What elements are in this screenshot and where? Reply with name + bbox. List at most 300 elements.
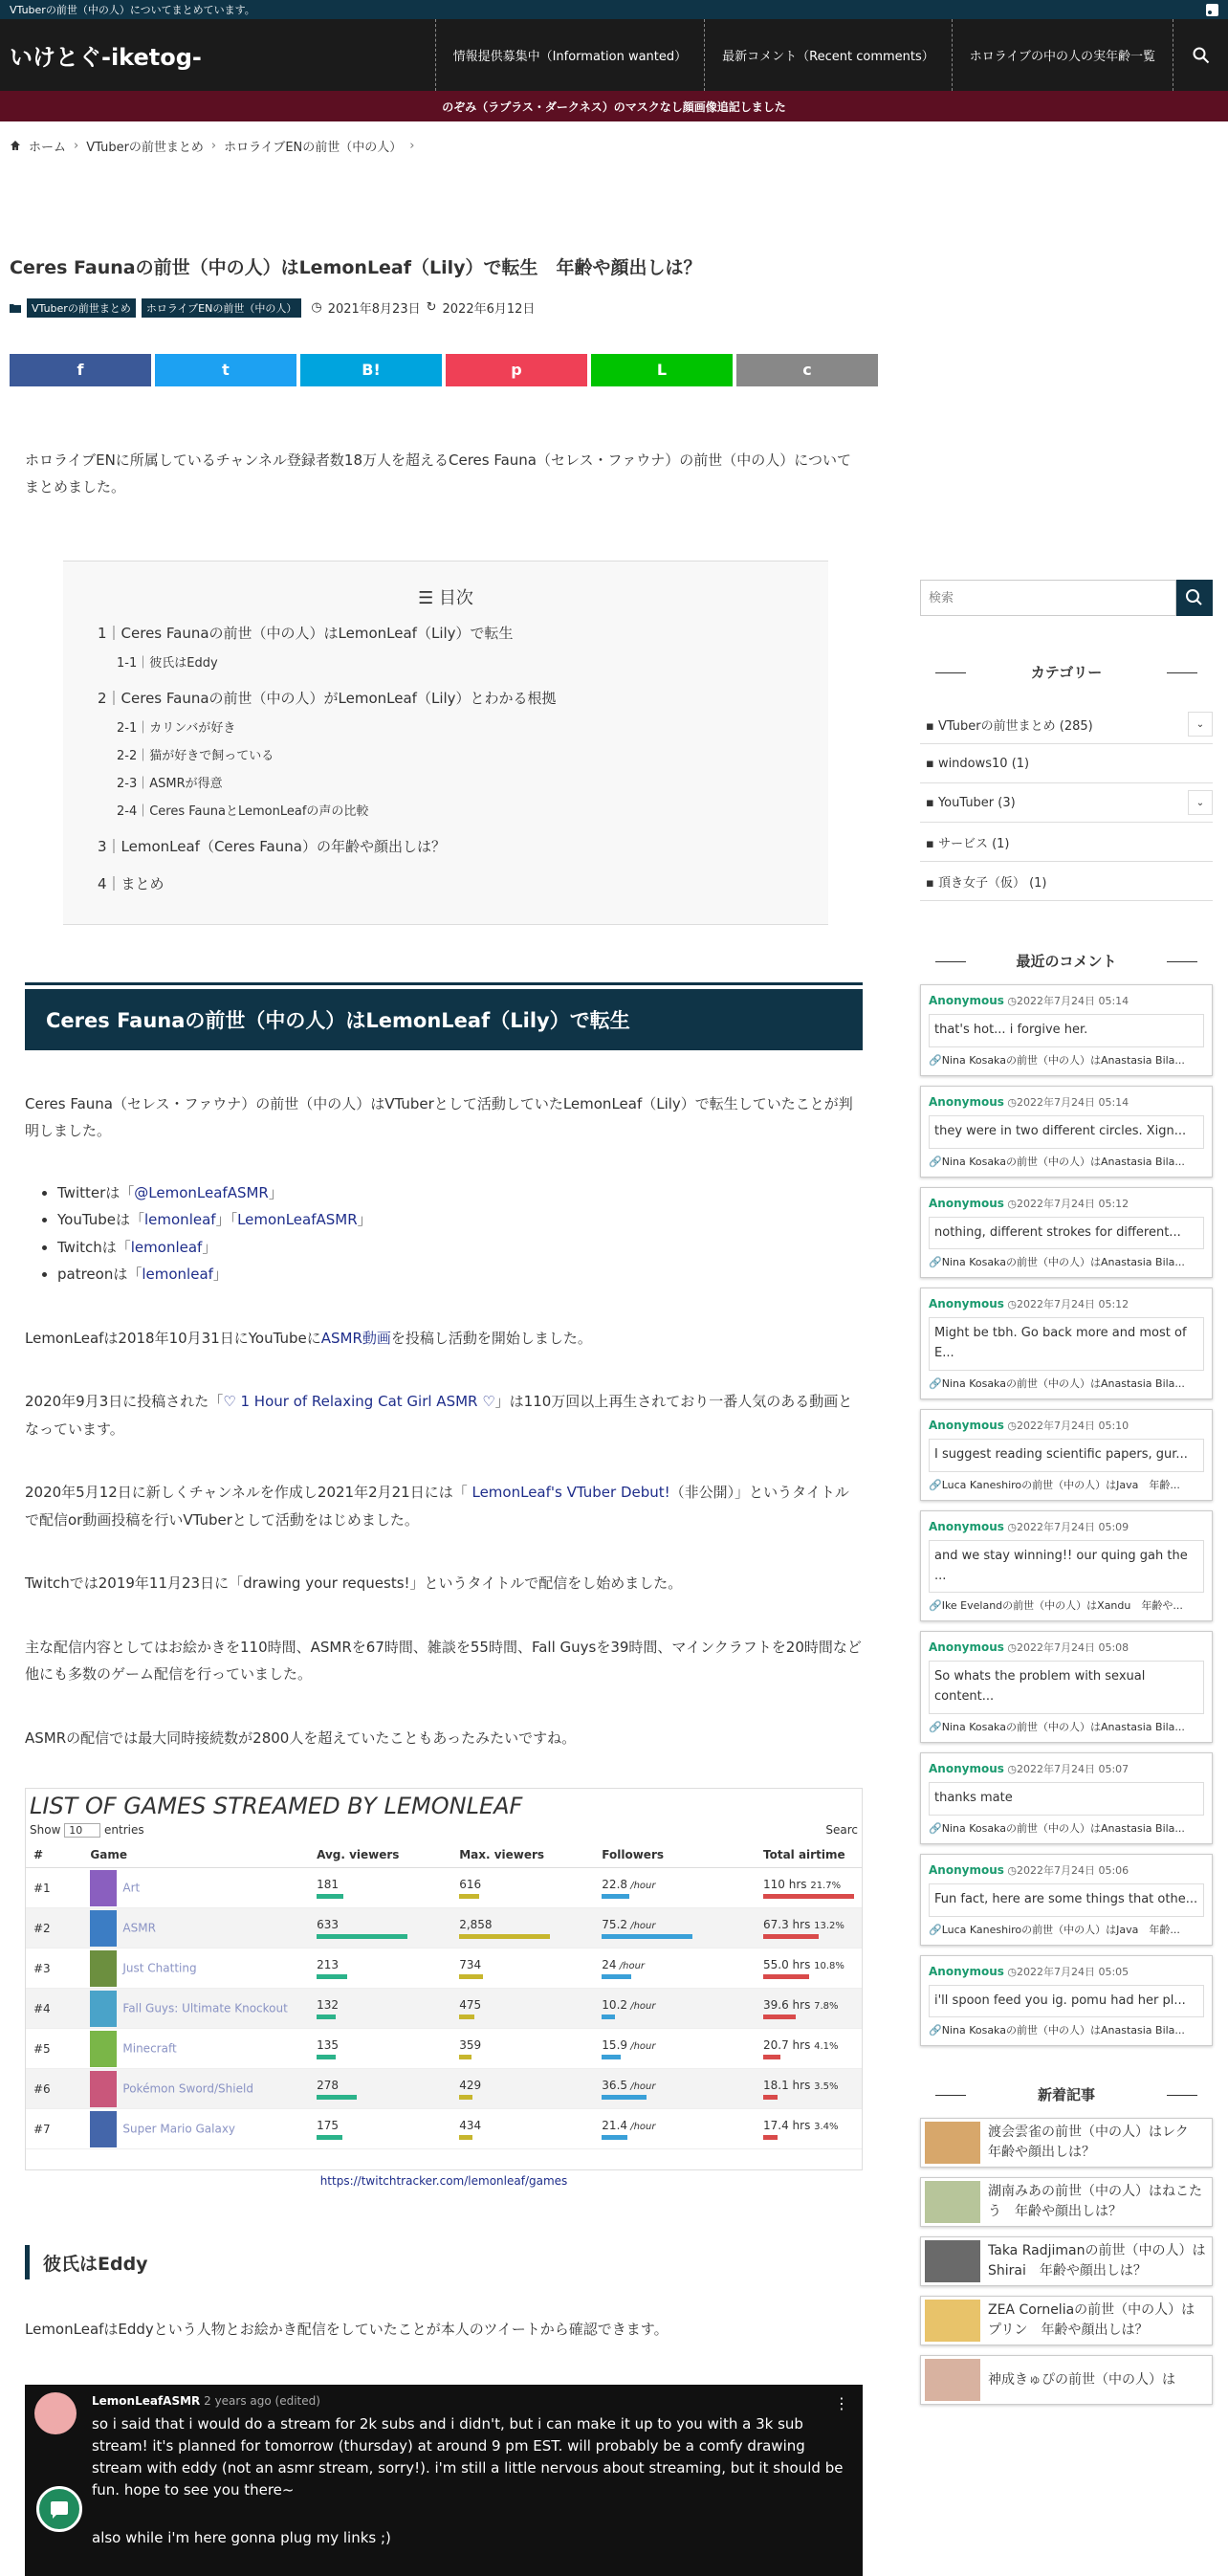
- search-button[interactable]: [1176, 580, 1213, 616]
- max-viewers-cell: [451, 1949, 594, 1989]
- comment-item[interactable]: [920, 1510, 1213, 1622]
- game-name[interactable]: Art: [122, 1881, 141, 1895]
- value-bar: [602, 1974, 630, 1979]
- chevron-down-icon[interactable]: ⌄: [1188, 790, 1213, 815]
- rank-cell: #3: [26, 1949, 82, 1989]
- toc-title: ☰ 目次: [418, 587, 473, 608]
- category-tag[interactable]: VTuberの前世まとめ: [27, 298, 136, 318]
- airtime-cell: [756, 1989, 862, 2029]
- category-item[interactable]: [920, 705, 1213, 744]
- value: 475: [459, 1997, 482, 2012]
- category-item[interactable]: [920, 862, 1213, 901]
- share-copy-button[interactable]: c: [736, 354, 878, 386]
- comment-author: Anonymous: [929, 1196, 1004, 1210]
- table-row: [26, 2069, 862, 2109]
- account-link[interactable]: lemonleaf: [144, 1211, 216, 1229]
- comment-header: [929, 1519, 1204, 1534]
- comment-item[interactable]: [920, 1288, 1213, 1399]
- article-meta: [10, 298, 878, 318]
- comment-time: 2 years ago (edited): [204, 2393, 320, 2408]
- avg-viewers-cell: [309, 1949, 451, 1989]
- comment-text[interactable]: they were in two different circles. Xign...: [929, 1115, 1204, 1149]
- comment-date: ◷2022年7月24日 05:06: [1003, 1863, 1129, 1877]
- value-bar: [317, 1894, 343, 1899]
- chevron-down-icon[interactable]: ⌄: [1188, 712, 1213, 737]
- nav-item-information-wanted[interactable]: 情報提供募集中（Information wanted）: [435, 19, 705, 91]
- value-bar: [602, 2135, 627, 2140]
- value: 633: [317, 1917, 339, 1931]
- value: 429: [459, 2078, 482, 2092]
- game-name[interactable]: Fall Guys: Ultimate Knockout: [122, 2001, 288, 2015]
- value-bar: [459, 2135, 472, 2140]
- sidebar-search: [920, 580, 1213, 616]
- avg-viewers-cell: [309, 1868, 451, 1908]
- comment-header: [929, 993, 1204, 1008]
- nav-item-recent-comments[interactable]: 最新コメント（Recent comments）: [704, 19, 952, 91]
- chat-button[interactable]: [36, 2486, 82, 2532]
- comment-item[interactable]: [920, 1187, 1213, 1279]
- value: 39.6 hrs: [763, 1997, 815, 2012]
- comment-author: Anonymous: [929, 994, 1004, 1007]
- breadcrumb-hololive-en[interactable]: ホロライブENの前世（中の人）: [224, 140, 403, 155]
- post-title[interactable]: ZEA Corneliaの前世（中の人）はプリン 年齢や顔出しは？: [988, 2302, 1195, 2339]
- notice-bar[interactable]: のぞみ（ラプラス・ダークネス）のマスクなし顔画像追記しました: [0, 91, 1228, 121]
- toc-item[interactable]: 2｜Ceres Faunaの前世（中の人）がLemonLeaf（Lily）とわかる根拠: [98, 689, 557, 707]
- comment-text[interactable]: that's hot... i forgive her.: [929, 1014, 1204, 1047]
- list-item: • Twitchは「lemonleaf」: [57, 1234, 863, 1262]
- value: 55.0 hrs: [763, 1957, 815, 1971]
- post-item[interactable]: [920, 2355, 1213, 2405]
- followers-cell: [594, 1868, 756, 1908]
- table-row: [26, 1949, 862, 1989]
- value-bar: [763, 1974, 809, 1979]
- category-list: [920, 705, 1213, 901]
- followers-cell: [594, 2109, 756, 2149]
- value: 10.2: [602, 1997, 628, 2012]
- value: 434: [459, 2118, 482, 2132]
- comment-post-link[interactable]: 🔗Nina Kosakaの前世（中の人）はAnastasia Bila...: [929, 2024, 1185, 2037]
- game-thumbnail: [90, 1950, 117, 1987]
- share-facebook-button[interactable]: f: [10, 354, 151, 386]
- percent: 3.5%: [814, 2081, 839, 2092]
- article-title: Ceres Faunaの前世（中の人）はLemonLeaf（Lily）で転生 年齢や顔出しは？: [10, 257, 702, 278]
- value-bar: [602, 1934, 692, 1939]
- column-header: Max. viewers: [451, 1842, 594, 1868]
- post-title[interactable]: 神成きゅぴの前世（中の人）は: [988, 2371, 1175, 2388]
- clock-icon: ◷: [311, 300, 322, 316]
- widget-title-categories: カテゴリー: [920, 662, 1213, 682]
- share-twitter-button[interactable]: t: [155, 354, 296, 386]
- value: 22.8: [602, 1877, 628, 1891]
- game-cell: [82, 1908, 309, 1949]
- table-row: [26, 1989, 862, 2029]
- value: 17.4 hrs: [763, 2118, 815, 2132]
- comment-date: ◷2022年7月24日 05:12: [1003, 1197, 1129, 1210]
- comment-author: Anonymous: [929, 1862, 1004, 1877]
- category-label: ▪ VTuberの前世まとめ (285): [926, 718, 1093, 734]
- value-bar: [763, 2135, 778, 2140]
- games-title: LIST OF GAMES STREAMED BY LEMONLEAF: [30, 1793, 523, 1820]
- toc-item[interactable]: 2-1｜カリンバが好き: [117, 720, 236, 736]
- comment-item[interactable]: [920, 1752, 1213, 1844]
- paragraph: 主な配信内容としてはお絵かきを110時間、ASMRを67時間、雑談を55時間、Fall Guysを39時間、マインクラフトを20時間など他にも多数のゲーム配信を行っていました。: [25, 1638, 862, 1684]
- comment-post-link[interactable]: 🔗Ike Evelandの前世（中の人）はXandu 年齢や...: [929, 1599, 1183, 1613]
- toc-item[interactable]: 1-1｜彼氏はEddy: [117, 655, 218, 671]
- comment-header: [929, 1640, 1204, 1655]
- account-link[interactable]: lemonleaf: [142, 1266, 213, 1284]
- rss-icon[interactable]: [1206, 4, 1218, 16]
- game-name[interactable]: Minecraft: [122, 2041, 177, 2056]
- toc-item[interactable]: 1｜Ceres Faunaの前世（中の人）はLemonLeaf（Lily）で転生: [98, 624, 514, 642]
- comment-item[interactable]: [920, 1631, 1213, 1743]
- games-search-label: Searc: [825, 1823, 858, 1838]
- comment-text[interactable]: I suggest reading scientific papers, gur...: [929, 1439, 1204, 1472]
- table-row: [26, 2109, 862, 2149]
- post-title[interactable]: 渡会雲雀の前世（中の人）はレク 年齢や顔出しは？: [988, 2125, 1202, 2161]
- percent: 10.8%: [814, 1960, 844, 1971]
- comment-list: [920, 984, 1213, 2046]
- comment-author: LemonLeafASMR: [92, 2393, 201, 2408]
- max-viewers-cell: [451, 2069, 594, 2109]
- comment-text[interactable]: nothing, different strokes for different...: [929, 1217, 1204, 1250]
- unit: /hour: [627, 2000, 656, 2012]
- column-header: Total airtime: [756, 1842, 862, 1868]
- airtime-cell: [756, 1949, 862, 1989]
- account-link[interactable]: lemonleaf: [130, 1238, 203, 1256]
- followers-cell: [594, 2029, 756, 2069]
- comment-post-link[interactable]: 🔗Nina Kosakaの前世（中の人）はAnastasia Bila...: [929, 1256, 1185, 1269]
- account-link[interactable]: LemonLeafASMR: [237, 1211, 358, 1229]
- paragraph: Ceres Fauna（セレス・ファウナ）の前世（中の人）はVTuberとして活動していたLemonLeaf（Lily）で転生していたことが判明しました。: [25, 1094, 853, 1140]
- comment-date: ◷2022年7月24日 05:05: [1003, 1965, 1129, 1978]
- airtime-cell: [756, 2109, 862, 2149]
- toc-item[interactable]: 2-3｜ASMRが得意: [117, 776, 223, 791]
- value-bar: [602, 2015, 614, 2019]
- avg-viewers-cell: [309, 1908, 451, 1949]
- more-options-icon[interactable]: ⋮: [834, 2393, 849, 2412]
- paragraph: Twitchでは2019年11月23日に「drawing your requests!」というタイトルで配信をし始めました。: [25, 1574, 683, 1593]
- paragraph: LemonLeafは2018年10月31日にYouTubeにASMR動画を投稿し活動を開始しました。: [25, 1329, 592, 1347]
- games-screenshot: LIST OF GAMES STREAMED BY LEMONLEAF Show 10 entries Searc # Game Avg. viewers Max. viewers Followers Total airtime #1 Art 181 616 22.8 /hour 110 hrs 21.7% #2 ASMR 633 2,858 75.2 /hour 67.3 hrs 13.2% #3 Just Chatting 213 734 24 /hour 55.0 hrs 10.8% #4 Fall Guys: Ultimate Knockout 132 475 10.2 /hour 39.6 hrs 7.8% #5 Minecraft 135 359 15.9 /hour 20.7 hrs 4.1% #6 Pokémon Sword/Shield 278 429 36.5 /hour 18.1 hrs 3.5% #7 Super Mario Galaxy 175 434 21.4 /hour 17.4 hrs 3.4%: [25, 1788, 863, 2170]
- lead-paragraph: ホロライブENに所属しているチャンネル登録者数18万人を超えるCeres Fauna（セレス・ファウナ）の前世（中の人）についてまとめました。: [25, 451, 851, 496]
- value: 359: [459, 2037, 482, 2052]
- chevron-right-icon: ›: [210, 138, 217, 153]
- followers-cell: [594, 1949, 756, 1989]
- comment-text[interactable]: Might be tbh. Go back more and most of E...: [929, 1317, 1204, 1371]
- value: 616: [459, 1877, 482, 1891]
- avg-viewers-cell: [309, 1989, 451, 2029]
- comment-header: [929, 1862, 1204, 1878]
- main-content: [10, 169, 878, 2576]
- table-of-contents: [63, 561, 828, 925]
- breadcrumb: [0, 121, 1228, 169]
- value-bar: [459, 1934, 550, 1939]
- game-name[interactable]: ASMR: [122, 1921, 156, 1935]
- category-tag[interactable]: ホロライブENの前世（中の人）: [142, 298, 302, 318]
- search-input[interactable]: [920, 580, 1176, 616]
- comment-item[interactable]: [920, 1854, 1213, 1946]
- account-list: [10, 1179, 878, 1288]
- value-bar: [602, 2095, 647, 2100]
- game-name[interactable]: Super Mario Galaxy: [122, 2122, 236, 2136]
- post-item[interactable]: [920, 2296, 1213, 2345]
- entries-select: 10: [64, 1823, 100, 1838]
- value: 21.4: [602, 2118, 628, 2132]
- percent: 13.2%: [814, 1920, 844, 1931]
- game-name[interactable]: Just Chatting: [122, 1961, 197, 1975]
- game-cell: [82, 1868, 309, 1908]
- value-bar: [602, 2055, 621, 2059]
- post-title[interactable]: 湖南みあの前世（中の人）はねこたう 年齢や顔出しは？: [988, 2184, 1202, 2220]
- value: 18.1 hrs: [763, 2078, 815, 2092]
- comment-author: Anonymous: [929, 1761, 1004, 1775]
- game-cell: [82, 2069, 309, 2109]
- value: 734: [459, 1957, 482, 1971]
- value-bar: [459, 2015, 474, 2019]
- global-nav: [435, 19, 1228, 91]
- value: 75.2: [602, 1917, 628, 1931]
- comment-text[interactable]: So whats the problem with sexual content...: [929, 1661, 1204, 1714]
- breadcrumb-home[interactable]: ホーム: [29, 140, 67, 155]
- value-bar: [459, 1894, 479, 1899]
- max-viewers-cell: [451, 1868, 594, 1908]
- unit: /hour: [627, 1880, 656, 1891]
- comment-post-link[interactable]: 🔗Luca Kaneshiroの前世（中の人）はJava 年齢...: [929, 1923, 1180, 1936]
- comment-header: [929, 1418, 1204, 1433]
- chevron-right-icon: ›: [409, 138, 415, 153]
- category-item[interactable]: [920, 783, 1213, 823]
- unit: /hour: [627, 1920, 656, 1931]
- comment-item[interactable]: [920, 984, 1213, 1076]
- comment-date: ◷2022年7月24日 05:12: [1003, 1298, 1129, 1311]
- new-post-list: [920, 2118, 1213, 2405]
- rank-cell: #2: [26, 1908, 82, 1949]
- max-viewers-cell: [451, 2029, 594, 2069]
- table-row: [26, 1868, 862, 1908]
- chevron-right-icon: ›: [74, 138, 79, 153]
- paragraph: 2020年5月12日に新しくチャンネルを作成し2021年2月21日には「 LemonLeaf's VTuber Debut!（非公開）」というタイトルで配信or動画投稿を行いVTuberとして活動をはじめました。: [25, 1484, 849, 1529]
- comment-post-link[interactable]: 🔗Nina Kosakaの前世（中の人）はAnastasia Bila...: [929, 1720, 1185, 1733]
- comment-author: Anonymous: [929, 1964, 1004, 1978]
- comment-text[interactable]: Fun fact, here are some things that othe...: [929, 1883, 1204, 1917]
- sidebar: [920, 169, 1213, 2576]
- value: 278: [317, 2078, 339, 2092]
- comment-item[interactable]: [920, 1086, 1213, 1178]
- share-hatena-button[interactable]: B!: [300, 354, 442, 386]
- post-thumbnail: [925, 2122, 980, 2164]
- value-bar: [763, 2015, 796, 2019]
- comment-header: [929, 1094, 1204, 1110]
- value: 2,858: [459, 1917, 493, 1931]
- value-bar: [763, 2095, 778, 2100]
- paragraph: LemonLeafはEddyという人物とお絵かき配信をしていたことが本人のツイートから確認できます。: [25, 2321, 669, 2339]
- value-bar: [763, 2055, 780, 2059]
- value-bar: [317, 1934, 407, 1939]
- airtime-cell: [756, 1908, 862, 1949]
- toc-item[interactable]: 3｜LemonLeaf（Ceres Fauna）の年齢や顔出しは？: [98, 837, 446, 855]
- airtime-cell: [756, 1868, 862, 1908]
- comment-header: [929, 1964, 1204, 1979]
- value: 135: [317, 2037, 339, 2052]
- game-cell: [82, 2029, 309, 2069]
- rank-cell: #4: [26, 1989, 82, 2029]
- comment-date: ◷2022年7月24日 05:07: [1003, 1762, 1129, 1775]
- folder-icon: [10, 303, 21, 313]
- value: 24: [602, 1957, 617, 1971]
- category-label: ▪ サービス (1): [926, 836, 1010, 851]
- column-header: Avg. viewers: [309, 1842, 451, 1868]
- updated-date: 2022年6月12日: [442, 302, 536, 318]
- game-name[interactable]: Pokémon Sword/Shield: [122, 2081, 253, 2096]
- avg-viewers-cell: [309, 2029, 451, 2069]
- max-viewers-cell: [451, 1989, 594, 2029]
- post-item[interactable]: [920, 2118, 1213, 2168]
- column-header: #: [26, 1842, 82, 1868]
- published-date: 2021年8月23日: [327, 302, 421, 318]
- comment-header: [929, 1196, 1204, 1211]
- value-bar: [763, 1934, 819, 1939]
- comment-text[interactable]: i'll spoon feed you ig. pomu had her pl...: [929, 1985, 1204, 2018]
- table-row: [26, 2029, 862, 2069]
- percent: 3.4%: [814, 2121, 839, 2132]
- toc-item[interactable]: 2-4｜Ceres FaunaとLemonLeafの声の比較: [117, 804, 369, 819]
- value: 213: [317, 1957, 339, 1971]
- comment-post-link[interactable]: 🔗Nina Kosakaの前世（中の人）はAnastasia Bila...: [929, 1053, 1185, 1067]
- comment-author: Anonymous: [929, 1418, 1004, 1432]
- comment-body: so i said that i would do a stream for 2k subs and i didn't, but i can make it up to you with a 3k sub stream! it's planned for tomorrow (thursday) at around 9 pm EST. will probably be a comfy drawing stream with eddy (not an asmr stream, sorry!). i'm still a little nervous about streaming, but it should be fun. hope to see you there~: [92, 2414, 844, 2499]
- column-header: Followers: [594, 1842, 756, 1868]
- post-thumbnail: [925, 2181, 980, 2223]
- header-search-button[interactable]: [1173, 19, 1228, 91]
- game-thumbnail: [90, 2111, 117, 2147]
- debut-video-link[interactable]: LemonLeaf's VTuber Debut!: [471, 1484, 670, 1502]
- comment-post-link[interactable]: 🔗Nina Kosakaの前世（中の人）はAnastasia Bila...: [929, 1376, 1185, 1390]
- value-bar: [317, 2095, 357, 2100]
- asmr-video-link[interactable]: ASMR動画: [320, 1329, 391, 1347]
- popular-video-link[interactable]: ♡ 1 Hour of Relaxing Cat Girl ASMR ♡: [223, 1393, 495, 1411]
- account-link[interactable]: @LemonLeafASMR: [134, 1183, 269, 1201]
- section-heading: Ceres Faunaの前世（中の人）はLemonLeaf（Lily）で転生: [25, 982, 863, 1054]
- value-bar: [317, 2135, 342, 2140]
- value-bar: [317, 2055, 336, 2059]
- site-header: [0, 19, 1228, 91]
- comment-author: Anonymous: [929, 1297, 1004, 1311]
- game-cell: [82, 1989, 309, 2029]
- post-title[interactable]: Taka Radjimanの前世（中の人）はShirai 年齢や顔出しは？: [988, 2243, 1206, 2279]
- unit: /hour: [627, 2081, 656, 2092]
- toc-item[interactable]: 4｜まとめ: [98, 874, 164, 892]
- home-icon: [10, 140, 21, 151]
- share-line-button[interactable]: L: [591, 354, 733, 386]
- max-viewers-cell: [451, 1908, 594, 1949]
- list-item: • patreonは「lemonleaf」: [57, 1261, 863, 1288]
- nav-item-hololive-ages[interactable]: ホロライブの中の人の実年齢一覧: [952, 19, 1173, 91]
- value: 181: [317, 1877, 339, 1891]
- game-cell: [82, 2109, 309, 2149]
- table-row: [26, 1908, 862, 1949]
- games-table: [26, 1842, 862, 2149]
- list-item: • YouTubeは「lemonleaf」「LemonLeafASMR」: [57, 1206, 863, 1234]
- subsection-heading: 彼氏はEddy: [25, 2245, 863, 2279]
- paragraph: 2020年9月3日に投稿された「♡ 1 Hour of Relaxing Cat Girl ASMR ♡」は110万回以上再生されており一番人気のある動画となっています。: [25, 1393, 853, 1438]
- share-buttons: [10, 354, 878, 386]
- toc-item[interactable]: 2-2｜猫が好きで飼っている: [117, 748, 274, 763]
- game-thumbnail: [90, 2071, 117, 2107]
- rank-cell: #6: [26, 2069, 82, 2109]
- category-label: ▪ YouTuber (3): [926, 795, 1016, 810]
- category-item[interactable]: [920, 744, 1213, 783]
- comment-date: ◷2022年7月24日 05:14: [1003, 1095, 1129, 1109]
- value: 175: [317, 2118, 339, 2132]
- post-item[interactable]: [920, 2236, 1213, 2286]
- post-thumbnail: [925, 2300, 980, 2342]
- comment-text[interactable]: thanks mate: [929, 1782, 1204, 1816]
- value-bar: [317, 2015, 336, 2019]
- comment-header: [929, 1761, 1204, 1776]
- list-icon: ☰: [418, 587, 439, 608]
- comment-post-link[interactable]: 🔗Nina Kosakaの前世（中の人）はAnastasia Bila...: [929, 1155, 1185, 1168]
- widget-title-comments: 最近のコメント: [920, 951, 1213, 971]
- unit: /hour: [616, 1960, 646, 1971]
- category-item[interactable]: [920, 823, 1213, 862]
- update-icon: ↻: [426, 300, 437, 316]
- avatar: [34, 2392, 77, 2434]
- comment-item[interactable]: [920, 1955, 1213, 2047]
- search-icon: [1176, 580, 1213, 616]
- avg-viewers-cell: [309, 2069, 451, 2109]
- post-thumbnail: [925, 2240, 980, 2282]
- airtime-cell: [756, 2069, 862, 2109]
- share-pocket-button[interactable]: p: [446, 354, 587, 386]
- breadcrumb-vtuber[interactable]: VTuberの前世まとめ: [86, 140, 204, 155]
- unit: /hour: [627, 2040, 656, 2052]
- comment-date: ◷2022年7月24日 05:08: [1003, 1641, 1129, 1655]
- game-thumbnail: [90, 1910, 117, 1947]
- followers-cell: [594, 2069, 756, 2109]
- percent: 4.1%: [814, 2040, 839, 2052]
- chat-icon: [39, 2489, 79, 2529]
- percent: 7.8%: [814, 2000, 839, 2012]
- embedded-comment: [25, 2385, 863, 2576]
- source-link[interactable]: https://twitchtracker.com/lemonleaf/games: [319, 2174, 568, 2189]
- post-item[interactable]: [920, 2177, 1213, 2227]
- value: 36.5: [602, 2078, 628, 2092]
- widget-title-new-posts: 新着記事: [920, 2084, 1213, 2104]
- value: 20.7 hrs: [763, 2037, 815, 2052]
- game-cell: [82, 1949, 309, 1989]
- airtime-cell: [756, 2029, 862, 2069]
- paragraph: ASMRの配信では最大同時接続数が2800人を超えていたこともあったみたいですね。: [25, 1728, 577, 1747]
- comment-item[interactable]: [920, 1409, 1213, 1501]
- value-bar: [459, 2055, 471, 2059]
- followers-cell: [594, 1989, 756, 2029]
- post-thumbnail: [925, 2359, 980, 2401]
- value: 132: [317, 1997, 339, 2012]
- site-logo[interactable]: いけとぐ-iketog-: [10, 44, 202, 71]
- comment-date: ◷2022年7月24日 05:14: [1003, 995, 1129, 1007]
- comment-text[interactable]: and we stay winning!! our quing gah the ...: [929, 1540, 1204, 1594]
- comment-post-link[interactable]: 🔗Luca Kaneshiroの前世（中の人）はJava 年齢...: [929, 1478, 1180, 1491]
- value: 110 hrs: [763, 1877, 811, 1891]
- game-thumbnail: [90, 2031, 117, 2067]
- comment-post-link[interactable]: 🔗Nina Kosakaの前世（中の人）はAnastasia Bila...: [929, 1821, 1185, 1835]
- value-bar: [763, 1894, 854, 1899]
- value: 15.9: [602, 2037, 628, 2052]
- site-description: VTuberの前世（中の人）についてまとめています。: [10, 4, 255, 16]
- value-bar: [459, 1974, 483, 1979]
- value: 67.3 hrs: [763, 1917, 815, 1931]
- game-thumbnail: [90, 1991, 117, 2027]
